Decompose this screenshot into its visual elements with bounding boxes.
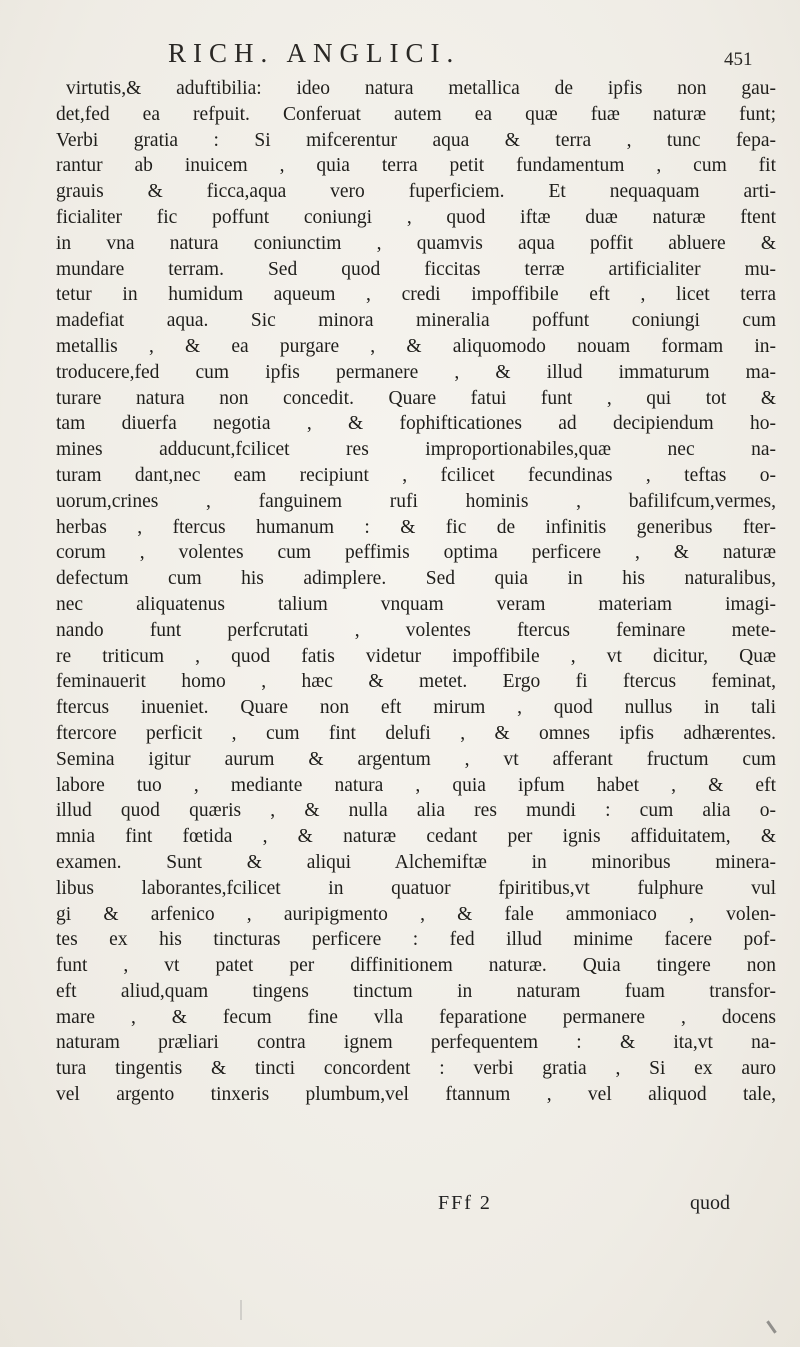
text-line: in vna natura coniunctim , quamvis aqua poffit abluere & (56, 232, 776, 254)
text-line: turare natura non concedit. Quare fatui funt , qui tot & (56, 387, 776, 409)
running-head (0, 0, 800, 70)
text-line: herbas , ftercus humanum : & fic de infinitis generibus fter- (56, 516, 776, 538)
text-line: labore tuo , mediante natura , quia ipfum habet , & eft (56, 774, 776, 796)
text-line: nec aliquatenus talium vnquam veram materiam imagi- (56, 593, 776, 615)
text-line: examen. Sunt & aliqui Alchemiftæ in minoribus minera- (56, 851, 776, 873)
text-line: libus laborantes,fcilicet in quatuor fpiritibus,vt fulphure vul (56, 877, 776, 899)
page-footer (0, 1192, 800, 1232)
text-line: corum , volentes cum peffimis optima perficere , & naturæ (56, 542, 776, 564)
text-line: ftercus inueniet. Quare non eft mirum , quod nullus in tali (56, 697, 776, 719)
text-line: det,fed ea refpuit. Conferuat autem ea quæ fuæ naturæ funt; (56, 103, 776, 125)
running-title: RICH. ANGLICI. (168, 38, 461, 68)
text-line: uorum,crines , fanguinem rufi hominis , bafilifcum,vermes, (56, 490, 776, 512)
text-line: naturam præliari contra ignem perfequentem : & ita,vt na- (56, 1032, 776, 1054)
text-line: mare , & fecum fine vlla feparatione permanere , docens (56, 1006, 776, 1028)
page-number: 451 (724, 49, 753, 70)
text-line: ftercore perficit , cum fint delufi , & omnes ipfis adhærentes. (56, 722, 776, 744)
catchword: quod (690, 1192, 730, 1214)
text-line: gi & arfenico , auripigmento , & fale ammoniaco , volen- (56, 903, 776, 925)
text-line: turam dant,nec eam recipiunt , fcilicet fecundinas , teftas o- (56, 464, 776, 486)
text-line: grauis & ficca,aqua vero fuperficiem. Et nequaquam arti- (56, 181, 776, 203)
text-line: vel argento tinxeris plumbum,vel ftannum , vel aliquod tale, (56, 1084, 776, 1106)
signature-mark: FFf 2 (438, 1192, 492, 1214)
text-line: defectum cum his adimplere. Sed quia in his naturalibus, (56, 568, 776, 590)
text-line: tura tingentis & tincti concordent : verbi gratia , Si ex auro (56, 1058, 776, 1080)
text-line: feminauerit homo , hæc & metet. Ergo fi ftercus feminat, (56, 671, 776, 693)
text-line: Semina igitur aurum & argentum , vt afferant fructum cum (56, 748, 776, 770)
text-line: mines adducunt,fcilicet res improportionabiles,quæ nec na- (56, 439, 776, 461)
text-line: madefiat aqua. Sic minora mineralia poffunt coniungi cum (56, 310, 776, 332)
text-line: eft aliud,quam tingens tinctum in naturam fuam transfor- (56, 980, 776, 1002)
text-line: tes ex his tincturas perficere : fed illud minime facere pof- (56, 929, 776, 951)
text-line: tam diuerfa negotia , & fophifticationes ad decipiendum ho- (56, 413, 776, 435)
text-line: ficialiter fic poffunt coniungi , quod iftæ duæ naturæ ftent (56, 206, 776, 228)
text-line: rantur ab inuicem , quia terra petit fundamentum , cum fit (56, 155, 776, 177)
text-line: mnia fint fœtida , & naturæ cedant per ignis affiduitatem, & (56, 826, 776, 848)
text-line: re triticum , quod fatis videtur impoffibile , vt dicitur, Quæ (56, 645, 776, 667)
text-line: nando funt perfcrutati , volentes ftercus feminare mete- (56, 619, 776, 641)
text-line: troducere,fed cum ipfis permanere , & illud immaturum ma- (56, 361, 776, 383)
text-line: funt , vt patet per diffinitionem naturæ. Quia tingere non (56, 955, 776, 977)
text-line: illud quod quæris , & nulla alia res mundi : cum alia o- (56, 800, 776, 822)
body-text (56, 76, 776, 1108)
text-line: virtutis,& aduftibilia: ideo natura metallica de ipfis non gau- (66, 78, 776, 99)
text-line: Verbi gratia : Si mifcerentur aqua & terra , tunc fepa- (56, 129, 776, 151)
text-line: tetur in humidum aqueum , credi impoffibile eft , licet terra (56, 284, 776, 306)
ink-bleed-mark (240, 1300, 256, 1320)
text-line: mundare terram. Sed quod ficcitas terræ artificialiter mu- (56, 258, 776, 280)
text-line: metallis , & ea purgare , & aliquomodo nouam formam in- (56, 335, 776, 357)
ink-smudge-mark (766, 1320, 776, 1333)
